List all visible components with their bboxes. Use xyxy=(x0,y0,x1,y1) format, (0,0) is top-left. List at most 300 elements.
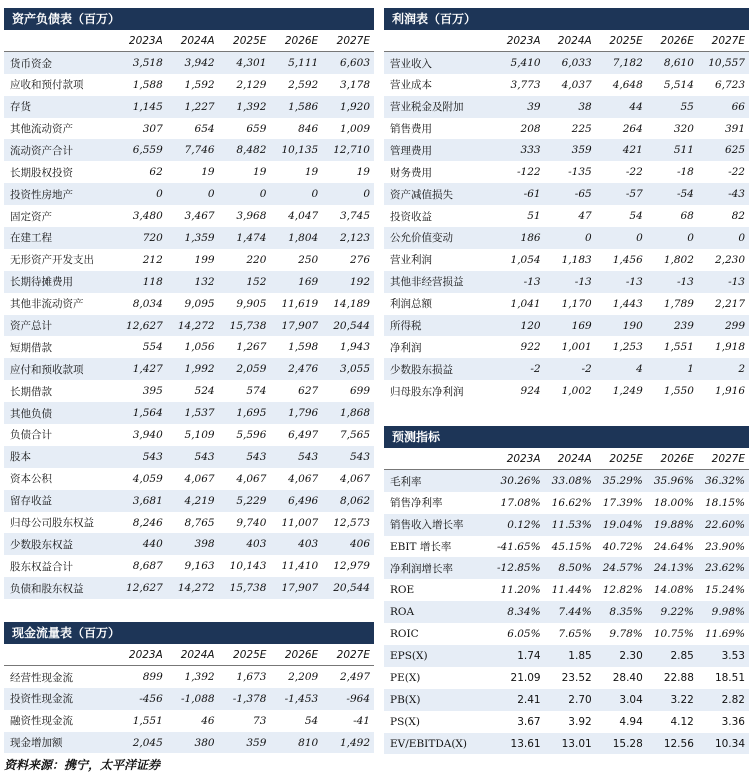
balance-sheet-panel xyxy=(4,8,374,599)
table-row xyxy=(4,577,374,599)
cell-value: 3.67 xyxy=(517,715,541,728)
income-statement-title: 利润表（百万） xyxy=(384,8,749,30)
cell-value: 7.65% xyxy=(558,628,592,641)
cell-value: 19.88% xyxy=(647,514,698,536)
cell-value: 1,918 xyxy=(714,341,745,354)
table-row xyxy=(384,536,749,558)
cell-value: 4,067 xyxy=(288,472,319,485)
cell-value: 1,456 xyxy=(612,253,643,266)
year-header: 2025E xyxy=(219,644,271,666)
cell-value: 10,143 xyxy=(229,560,267,573)
cell-value: 3,940 xyxy=(132,428,163,441)
cell-value: 421 xyxy=(596,139,647,161)
cell-value: 35.96% xyxy=(647,470,698,492)
cell-value: 118 xyxy=(115,271,167,293)
cell-value: 38 xyxy=(545,96,596,118)
table-row xyxy=(384,227,749,249)
header-blank xyxy=(4,30,115,52)
row-label: 投资性现金流 xyxy=(4,688,115,710)
cell-value: 54 xyxy=(629,210,643,223)
table-row xyxy=(4,512,374,534)
row-label: ROE xyxy=(390,584,415,597)
row-label: ROA xyxy=(384,601,494,623)
cell-value: 19 xyxy=(356,166,370,179)
cell-value: 1,002 xyxy=(561,385,592,398)
cell-value: 2,209 xyxy=(288,671,319,684)
table-row xyxy=(384,470,749,492)
row-label: 归母公司股东权益 xyxy=(10,517,94,530)
cell-value: 20,544 xyxy=(322,315,374,337)
cell-value: 2.41 xyxy=(494,689,545,711)
cell-value: 8,482 xyxy=(219,139,271,161)
cell-value: 720 xyxy=(115,227,167,249)
cell-value: 403 xyxy=(270,533,322,555)
row-label: 在建工程 xyxy=(4,227,115,249)
cell-value: 39 xyxy=(494,96,545,118)
cell-value: 524 xyxy=(194,385,215,398)
year-header: 2026E xyxy=(647,30,698,52)
row-label: 其他流动资产 xyxy=(10,123,73,135)
table-row xyxy=(384,161,749,183)
cell-value: 68 xyxy=(680,210,694,223)
row-label: 公允价值变动 xyxy=(384,227,494,249)
cell-value: 276 xyxy=(349,253,370,266)
cell-value: 17,907 xyxy=(270,577,322,599)
cell-value: 1,041 xyxy=(510,297,541,310)
row-label: 少数股东权益 xyxy=(4,533,115,555)
cell-value: 23.90% xyxy=(704,540,745,553)
cell-value: 1,054 xyxy=(510,253,541,266)
cell-value: 9,095 xyxy=(184,297,215,310)
cell-value: 1,598 xyxy=(288,341,319,354)
cell-value: -12.85% xyxy=(494,557,545,579)
cell-value: 543 xyxy=(322,446,374,468)
cell-value: -65 xyxy=(545,183,596,205)
cell-value: -122 xyxy=(517,166,541,179)
cell-value: -964 xyxy=(322,688,374,710)
row-label: 管理费用 xyxy=(384,139,494,161)
cell-value: 1,183 xyxy=(561,253,592,266)
cell-value: 1,804 xyxy=(270,227,322,249)
table-row xyxy=(384,645,749,667)
cell-value: 132 xyxy=(167,271,219,293)
header-row xyxy=(384,30,749,52)
cell-value: -1,453 xyxy=(270,688,322,710)
cell-value: 192 xyxy=(322,271,374,293)
table-row xyxy=(4,358,374,380)
cell-value: 17,907 xyxy=(270,315,322,337)
cell-value: 846 xyxy=(298,122,319,135)
cell-value: 3.22 xyxy=(647,689,698,711)
cell-value: 359 xyxy=(545,139,596,161)
year-header: 2024A xyxy=(167,30,219,52)
table-row xyxy=(384,689,749,711)
cell-value: 5,229 xyxy=(219,490,271,512)
cell-value: 28.40 xyxy=(612,671,643,684)
cell-value: 1,796 xyxy=(270,402,322,424)
cell-value: 1,802 xyxy=(663,253,694,266)
cell-value: 7.44% xyxy=(545,601,596,623)
cell-value: 1,359 xyxy=(167,227,219,249)
cell-value: 264 xyxy=(622,122,643,135)
year-header: 2027E xyxy=(698,448,749,470)
cell-value: 1,056 xyxy=(184,341,215,354)
table-row xyxy=(4,96,374,118)
row-label: 负债和股东权益 xyxy=(4,577,115,599)
cell-value: 403 xyxy=(219,533,271,555)
cell-value: 10.34 xyxy=(698,733,749,755)
row-label: 营业税金及附加 xyxy=(384,96,494,118)
cell-value: -22 xyxy=(625,166,643,179)
cell-value: 2.70 xyxy=(545,689,596,711)
cell-value: 8,765 xyxy=(184,516,215,529)
cell-value: 0 xyxy=(647,227,698,249)
cell-value: 11,007 xyxy=(281,516,319,529)
row-label: 资产总计 xyxy=(4,315,115,337)
table-row xyxy=(384,711,749,733)
cell-value: -456 xyxy=(115,688,167,710)
cell-value: 1,868 xyxy=(322,402,374,424)
cell-value: 11,410 xyxy=(281,560,319,573)
cell-value: -13 xyxy=(698,271,749,293)
cell-value: 1,592 xyxy=(184,78,215,91)
row-label: 净利润 xyxy=(390,341,422,354)
cell-value: 3,968 xyxy=(236,210,267,223)
cell-value: 17.08% xyxy=(500,496,541,509)
table-row xyxy=(384,579,749,601)
table-row xyxy=(384,380,749,402)
table-row xyxy=(384,315,749,337)
table-row xyxy=(384,183,749,205)
cell-value: 8,034 xyxy=(132,297,163,310)
year-header: 2024A xyxy=(545,448,596,470)
table-row xyxy=(384,293,749,315)
cell-value: -2 xyxy=(545,358,596,380)
cell-value: 8.34% xyxy=(494,601,545,623)
year-header: 2027E xyxy=(322,30,374,52)
cell-value: 208 xyxy=(520,122,541,135)
cell-value: 299 xyxy=(698,315,749,337)
table-row xyxy=(4,227,374,249)
cell-value: 359 xyxy=(219,732,271,754)
cell-value: 22.60% xyxy=(698,514,749,536)
cell-value: 543 xyxy=(270,446,322,468)
table-row xyxy=(4,710,374,732)
cell-value: 66 xyxy=(698,96,749,118)
year-header: 2026E xyxy=(270,30,322,52)
cell-value: 1,009 xyxy=(339,122,370,135)
cell-value: 922 xyxy=(520,341,541,354)
cell-value: -57 xyxy=(596,183,647,205)
cell-value: 0 xyxy=(322,183,374,205)
table-row xyxy=(4,490,374,512)
cell-value: 186 xyxy=(494,227,545,249)
cell-value: 6,497 xyxy=(288,428,319,441)
cell-value: 10,135 xyxy=(270,139,322,161)
cell-value: 12.56 xyxy=(647,733,698,755)
row-label: 长期借款 xyxy=(10,385,52,398)
cell-value: 19 xyxy=(201,166,215,179)
cell-value: 1 xyxy=(647,358,698,380)
cell-value: 19.04% xyxy=(596,514,647,536)
cell-value: 12,573 xyxy=(333,516,370,529)
cell-value: 2,497 xyxy=(339,671,370,684)
cell-value: 1,916 xyxy=(714,385,745,398)
table-row xyxy=(4,315,374,337)
cell-value: 12,979 xyxy=(333,560,370,573)
year-header: 2023A xyxy=(115,30,167,52)
cell-value: 24.13% xyxy=(647,557,698,579)
cell-value: 12,710 xyxy=(322,139,374,161)
table-row xyxy=(384,205,749,227)
cell-value: 7,182 xyxy=(596,52,647,74)
cell-value: -43 xyxy=(698,183,749,205)
cell-value: 3.04 xyxy=(596,689,647,711)
cell-value: 23.62% xyxy=(698,557,749,579)
row-label: 其他非经营损益 xyxy=(384,271,494,293)
table-row xyxy=(4,402,374,424)
cell-value: 3,681 xyxy=(115,490,167,512)
forecast-table xyxy=(384,448,749,754)
cell-value: 36.32% xyxy=(698,470,749,492)
cell-value: 1,992 xyxy=(167,358,219,380)
cell-value: 11.53% xyxy=(545,514,596,536)
cell-value: 9,740 xyxy=(236,516,267,529)
cell-value: 3.92 xyxy=(568,715,592,728)
cell-value: 24.64% xyxy=(653,540,694,553)
row-label: 营业收入 xyxy=(384,52,494,74)
cell-value: 30.26% xyxy=(494,470,545,492)
year-header: 2024A xyxy=(167,644,219,666)
cell-value: 15,738 xyxy=(219,315,271,337)
cell-value: 1,001 xyxy=(561,341,592,354)
cell-value: 7,746 xyxy=(167,139,219,161)
cell-value: -13 xyxy=(494,271,545,293)
cell-value: 627 xyxy=(298,385,319,398)
cashflow-panel xyxy=(4,622,374,753)
header-row xyxy=(384,448,749,470)
forecast-title: 预测指标 xyxy=(384,426,749,448)
cell-value: 1,474 xyxy=(219,227,271,249)
cell-value: 440 xyxy=(115,533,167,555)
cell-value: 1,443 xyxy=(612,297,643,310)
cell-value: 212 xyxy=(142,253,163,266)
header-blank xyxy=(384,30,494,52)
row-label: 所得税 xyxy=(384,315,494,337)
cell-value: 8.50% xyxy=(545,557,596,579)
table-row xyxy=(384,139,749,161)
cell-value: 3.53 xyxy=(698,645,749,667)
cell-value: 1.74 xyxy=(494,645,545,667)
cell-value: 2,129 xyxy=(236,78,267,91)
cell-value: 46 xyxy=(201,714,215,727)
cell-value: 190 xyxy=(596,315,647,337)
cell-value: 5,109 xyxy=(184,428,215,441)
table-row xyxy=(4,380,374,402)
cell-value: 1,943 xyxy=(339,341,370,354)
row-label: 无形资产开发支出 xyxy=(10,254,94,267)
cell-value: 14,272 xyxy=(167,577,219,599)
cell-value: 1,170 xyxy=(561,297,592,310)
cell-value: 1,695 xyxy=(219,402,271,424)
table-row xyxy=(384,358,749,380)
cell-value: 11.69% xyxy=(704,628,745,641)
cell-value: 0 xyxy=(698,227,749,249)
row-label: 销售收入增长率 xyxy=(384,514,494,536)
cell-value: 511 xyxy=(647,139,698,161)
cell-value: 1.85 xyxy=(545,645,596,667)
cell-value: 8,062 xyxy=(322,490,374,512)
row-label: EV/EBITDA(X) xyxy=(384,733,494,755)
cell-value: 6,033 xyxy=(545,52,596,74)
cell-value: 73 xyxy=(253,714,267,727)
cell-value: 0.12% xyxy=(494,514,545,536)
year-header: 2023A xyxy=(494,30,545,52)
cell-value: 391 xyxy=(724,122,745,135)
cell-value: 1,267 xyxy=(236,341,267,354)
cell-value: 11.20% xyxy=(500,584,541,597)
row-label: 投资性房地产 xyxy=(4,183,115,205)
cell-value: 47 xyxy=(578,210,592,223)
cell-value: 2,230 xyxy=(714,253,745,266)
cell-value: 44 xyxy=(596,96,647,118)
cell-value: 20,544 xyxy=(322,577,374,599)
row-label: 应付和预收款项 xyxy=(4,358,115,380)
header-row xyxy=(4,644,374,666)
cell-value: 1,588 xyxy=(132,78,163,91)
cell-value: 9.98% xyxy=(698,601,749,623)
cell-value: 9.22% xyxy=(647,601,698,623)
row-label: 长期待摊费用 xyxy=(4,271,115,293)
row-label: 经营性现金流 xyxy=(10,671,73,684)
cell-value: 12,627 xyxy=(115,315,167,337)
row-label: 短期借款 xyxy=(10,341,52,354)
cell-value: 1,392 xyxy=(219,96,271,118)
cell-value: 3,942 xyxy=(167,52,219,74)
cell-value: -54 xyxy=(647,183,698,205)
cell-value: 8.35% xyxy=(596,601,647,623)
cell-value: 45.15% xyxy=(551,540,592,553)
row-label: 长期股权投资 xyxy=(10,166,73,179)
cell-value: 7,565 xyxy=(339,428,370,441)
row-label: 营业利润 xyxy=(390,254,432,267)
cell-value: 625 xyxy=(698,139,749,161)
cell-value: 4,047 xyxy=(288,210,319,223)
cell-value: 0 xyxy=(545,227,596,249)
cell-value: 54 xyxy=(304,714,319,727)
cell-value: 1,537 xyxy=(167,402,219,424)
cell-value: 12.82% xyxy=(602,584,643,597)
table-row xyxy=(384,96,749,118)
table-row xyxy=(384,271,749,293)
cell-value: 1,145 xyxy=(115,96,167,118)
header-row xyxy=(4,30,374,52)
cell-value: -22 xyxy=(728,166,745,179)
table-row xyxy=(384,733,749,755)
cell-value: -2 xyxy=(494,358,545,380)
cell-value: 4,037 xyxy=(561,78,592,91)
table-row xyxy=(4,666,374,688)
cell-value: -1,088 xyxy=(167,688,219,710)
table-row xyxy=(4,732,374,754)
cell-value: 21.09 xyxy=(510,671,541,684)
header-blank xyxy=(4,644,115,666)
cell-value: 13.61 xyxy=(494,733,545,755)
row-label: 利润总额 xyxy=(390,298,432,311)
row-label: PB(X) xyxy=(384,689,494,711)
row-label: 归母股东净利润 xyxy=(390,385,464,398)
row-label: 投资收益 xyxy=(390,210,432,223)
cell-value: 1,392 xyxy=(184,671,215,684)
cell-value: 406 xyxy=(322,533,374,555)
cell-value: 14.08% xyxy=(653,584,694,597)
cell-value: 2,045 xyxy=(115,732,167,754)
cell-value: 320 xyxy=(673,122,694,135)
cell-value: 307 xyxy=(142,122,163,135)
row-label: 应收和预付款项 xyxy=(10,79,84,92)
row-label: 资本公积 xyxy=(10,473,52,486)
cell-value: 4,067 xyxy=(236,472,267,485)
cell-value: 5,410 xyxy=(494,52,545,74)
cell-value: 3,467 xyxy=(184,210,215,223)
cell-value: 55 xyxy=(647,96,698,118)
table-row xyxy=(4,205,374,227)
cell-value: -41.65% xyxy=(497,540,541,553)
cell-value: 4.12 xyxy=(670,715,694,728)
cell-value: 82 xyxy=(731,210,745,223)
cell-value: 2,123 xyxy=(322,227,374,249)
cell-value: 35.29% xyxy=(596,470,647,492)
cell-value: 333 xyxy=(494,139,545,161)
cell-value: 18.00% xyxy=(653,496,694,509)
table-row xyxy=(384,74,749,96)
cell-value: 4,067 xyxy=(339,472,370,485)
income-statement-table xyxy=(384,30,749,402)
row-label: PE(X) xyxy=(390,671,421,684)
cell-value: -1,378 xyxy=(219,688,271,710)
cell-value: 2,059 xyxy=(219,358,271,380)
cell-value: 8,246 xyxy=(132,516,163,529)
cell-value: -41 xyxy=(353,714,370,727)
table-row xyxy=(4,533,374,555)
cell-value: -61 xyxy=(494,183,545,205)
cell-value: -13 xyxy=(647,271,698,293)
cell-value: 395 xyxy=(142,385,163,398)
table-row xyxy=(4,271,374,293)
cell-value: 3,055 xyxy=(322,358,374,380)
row-label: 销售净利率 xyxy=(390,497,443,510)
cell-value: 19 xyxy=(253,166,267,179)
cell-value: 1,550 xyxy=(663,385,694,398)
row-label: 融资性现金流 xyxy=(10,715,73,728)
cell-value: 23.52 xyxy=(561,671,592,684)
row-label: 固定资产 xyxy=(10,210,52,223)
cell-value: 2.30 xyxy=(596,645,647,667)
forecast-panel xyxy=(384,426,749,754)
row-label: 股本 xyxy=(4,446,115,468)
cell-value: 18.51 xyxy=(714,671,745,684)
year-header: 2023A xyxy=(115,644,167,666)
table-row xyxy=(384,52,749,74)
row-label: 货币资金 xyxy=(4,52,115,74)
cell-value: -13 xyxy=(545,271,596,293)
cell-value: 3.36 xyxy=(721,715,745,728)
cell-value: 3,745 xyxy=(339,210,370,223)
cell-value: 2,476 xyxy=(270,358,322,380)
cell-value: -13 xyxy=(596,271,647,293)
cell-value: 8,610 xyxy=(647,52,698,74)
cell-value: 2 xyxy=(698,358,749,380)
